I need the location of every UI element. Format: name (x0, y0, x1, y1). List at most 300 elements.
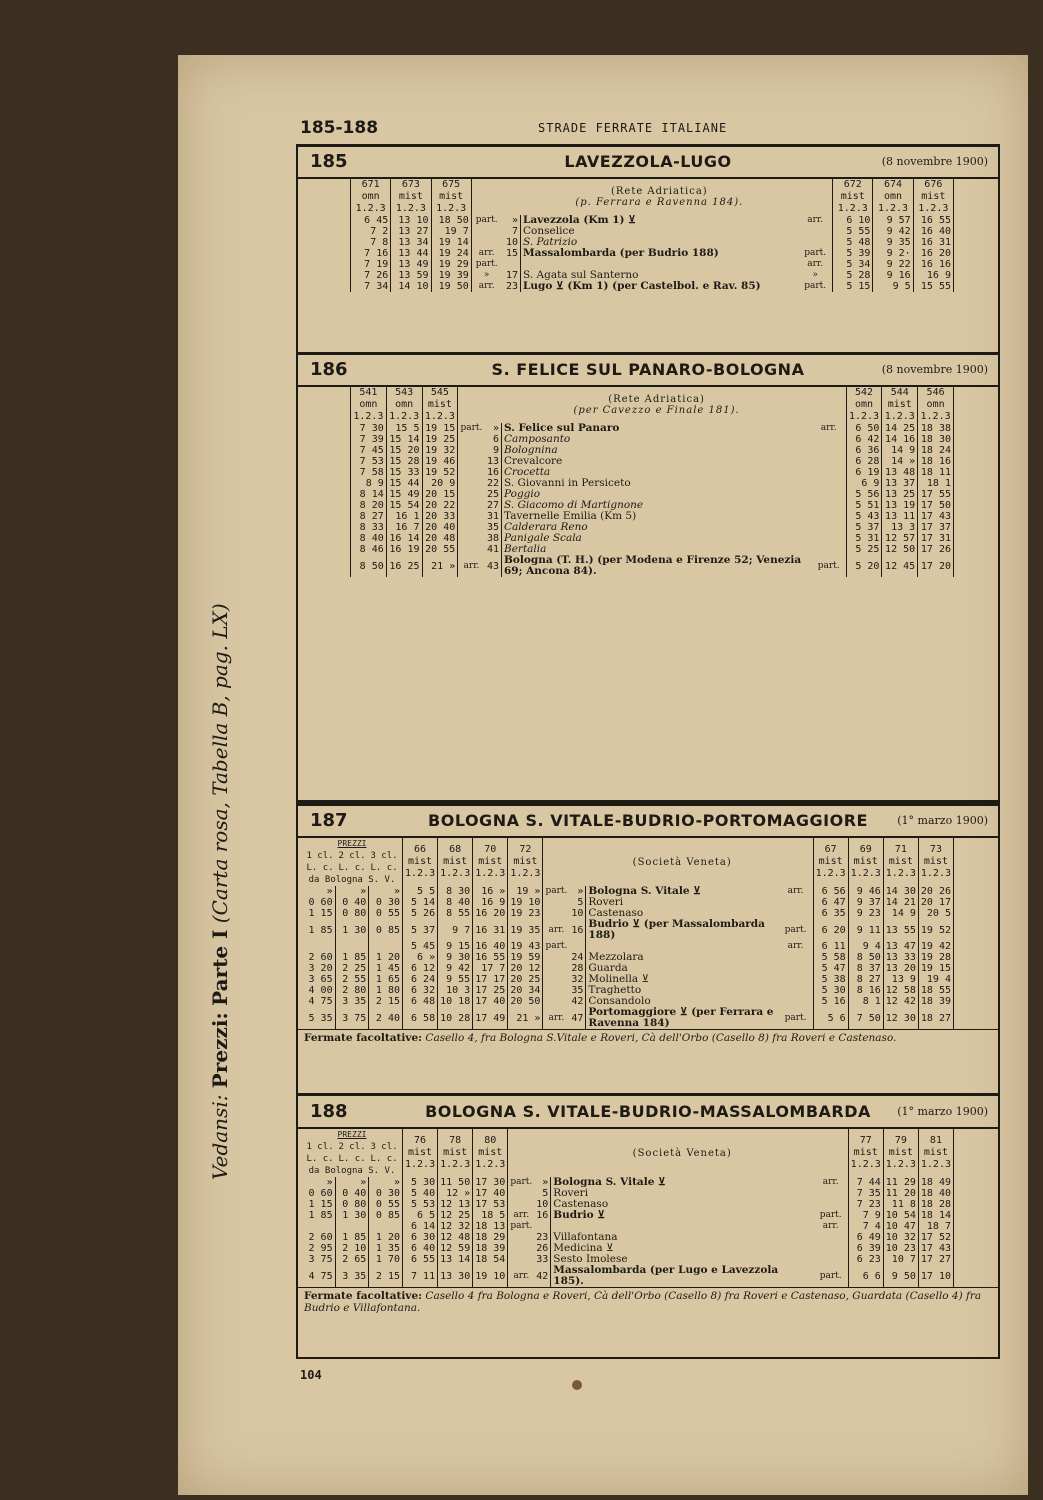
dep-arr-mark (458, 456, 485, 467)
arr-dep-mark (814, 1199, 849, 1210)
dep-arr-mark: part. (458, 423, 485, 434)
timetable-row (298, 1007, 998, 1029)
effective-date: (1° marzo 1900) (897, 814, 988, 827)
effective-date: (1° marzo 1900) (897, 1105, 988, 1118)
train-n: 81 (929, 1135, 942, 1146)
time-cell: 20 25 (508, 974, 543, 985)
train-number-header (833, 179, 873, 215)
time-cell: 13 30 (438, 1265, 473, 1287)
train-t: mist (398, 191, 423, 202)
timetable-row (298, 456, 998, 467)
arr-dep-mark: part. (784, 924, 807, 935)
fare-cell (369, 1221, 403, 1232)
time-cell: 13 14 (438, 1254, 473, 1265)
fare-cell: 2 80 (335, 985, 369, 996)
train-c: 1.2.3 (877, 203, 909, 214)
time-cell: 19 28 (918, 952, 953, 963)
time-cell: 5 38 (813, 974, 848, 985)
fare-cell: 1 45 (369, 963, 403, 974)
time-cell: 18 49 (918, 1177, 953, 1188)
train-t: mist (427, 399, 452, 410)
fare-cell: 0 40 (335, 1188, 369, 1199)
time-cell: 14 10 (391, 281, 431, 292)
fare-cell: » (326, 1177, 333, 1188)
fare-cell: 2 40 (369, 1007, 403, 1029)
time-cell: 5 30 (403, 1177, 438, 1188)
time-cell: 9 50 (883, 1265, 918, 1287)
km-value: 10 (571, 908, 584, 919)
station-name: Guarda (586, 963, 779, 974)
time-cell: 15 28 (386, 456, 422, 467)
page-number: 104 (300, 1368, 322, 1382)
time-cell: 6 6 (848, 1265, 883, 1287)
time-cell: 16 9 (473, 897, 508, 908)
train-t: mist (923, 1147, 948, 1158)
km-value: 24 (571, 952, 584, 963)
footnote-text: Casello 4 fra Bologna e Roveri, Cà dell'Orbo (Casello 8) fra Roveri e Castenaso, Guardata (Casello 4) fra Budrio e Villafontana. (304, 1290, 982, 1314)
row-spacer (954, 423, 999, 434)
station-name: Bologna (T. H.) (per Modena e Firenze 52; Venezia 69; Ancona 84). (502, 555, 812, 577)
time-cell: 16 20 (913, 248, 953, 259)
time-cell: 20 26 (918, 886, 953, 897)
train-t: mist (818, 856, 843, 867)
time-cell: 5 26 (403, 908, 438, 919)
station-name: Bologna S. Vitale ⊻ (586, 886, 779, 897)
fare-cell: » (335, 886, 369, 897)
time-cell: 5 51 (846, 500, 882, 511)
time-cell: 9 42 (873, 226, 913, 237)
time-cell: 19 46 (422, 456, 458, 467)
time-cell: 9 15 (438, 941, 473, 952)
section-188 (298, 1097, 998, 1355)
train-number-header (403, 1129, 438, 1177)
time-cell: 9 5 (873, 281, 913, 292)
time-cell: 10 18 (438, 996, 473, 1007)
time-cell: 18 55 (918, 985, 953, 996)
km-header (471, 179, 520, 215)
time-cell: 9 37 (848, 897, 883, 908)
station-name: Lugo ⊻ (Km 1) (per Castelbol. e Rav. 85) (521, 281, 799, 292)
time-cell: 19 7 (431, 226, 471, 237)
train-n: 541 (359, 387, 378, 398)
time-cell: 5 48 (833, 237, 873, 248)
row-spacer (954, 1177, 999, 1188)
time-cell: 8 27 (351, 511, 387, 522)
train-n: 66 (414, 844, 427, 855)
time-cell: 12 42 (883, 996, 918, 1007)
km-value: 42 (536, 1270, 549, 1282)
row-spacer (954, 511, 999, 522)
time-cell: 13 27 (391, 226, 431, 237)
train-c: 1.2.3 (440, 1159, 471, 1170)
dep-arr-mark (543, 985, 569, 996)
train-header-row (298, 179, 998, 215)
section-header (298, 355, 998, 387)
row-spacer (954, 248, 999, 259)
km-value: » (542, 1177, 549, 1188)
timetable (298, 838, 998, 1029)
dep-arr-mark (458, 522, 485, 533)
dep-arr-mark (508, 1199, 534, 1210)
fare-cell: 2 15 (369, 1265, 403, 1287)
train-n: 545 (430, 387, 449, 398)
section-187 (298, 803, 998, 1096)
row-spacer (954, 1243, 999, 1254)
km-value: 32 (571, 974, 584, 985)
time-cell: 6 5 (403, 1210, 438, 1221)
train-n: 78 (449, 1135, 462, 1146)
time-cell: 8 55 (438, 908, 473, 919)
time-cell: 7 58 (351, 467, 387, 478)
station-name: Camposanto (502, 434, 812, 445)
timetable-row (298, 423, 998, 434)
timetable-row (298, 1265, 998, 1287)
station-name: Massalombarda (per Lugo e Lavezzola 185). (551, 1265, 814, 1287)
train-number-header (883, 838, 918, 886)
time-cell: 16 16 (913, 259, 953, 270)
time-cell: 8 27 (848, 974, 883, 985)
time-cell: 18 14 (918, 1210, 953, 1221)
route-title: BOLOGNA S. VITALE-BUDRIO-MASSALOMBARDA (425, 1102, 871, 1121)
time-cell: 17 43 (918, 1243, 953, 1254)
time-cell: 13 47 (883, 941, 918, 952)
fare-cell: 2 65 (335, 1254, 369, 1265)
train-t: mist (887, 399, 912, 410)
fare-cell: 0 85 (369, 1210, 403, 1221)
row-spacer (954, 226, 999, 237)
timetable (298, 179, 998, 292)
price-origin: da Bologna S. V. (308, 875, 396, 885)
arr-dep-mark (798, 226, 833, 237)
time-cell: 10 23 (883, 1243, 918, 1254)
km-header (508, 1129, 551, 1177)
header-spacer (954, 1129, 999, 1177)
time-cell: 7 53 (351, 456, 387, 467)
arr-dep-mark: arr. (820, 423, 837, 433)
row-spacer (954, 908, 999, 919)
time-cell: 17 40 (473, 1188, 508, 1199)
train-n: 544 (890, 387, 909, 398)
train-number-header (873, 179, 913, 215)
station-name: Consandolo (586, 996, 779, 1007)
time-cell: 7 16 (351, 248, 391, 259)
time-cell: 14 25 (882, 423, 918, 434)
train-c: 1.2.3 (475, 868, 506, 879)
optional-stops-note (298, 1287, 998, 1316)
time-cell: 12 57 (882, 533, 918, 544)
station-name: Calderara Reno (502, 522, 812, 533)
arr-dep-mark: arr. (822, 1221, 839, 1231)
time-cell: 5 43 (846, 511, 882, 522)
train-n: 671 (361, 179, 380, 190)
train-t: mist (439, 191, 464, 202)
time-cell: 16 31 (913, 237, 953, 248)
train-c: 1.2.3 (395, 203, 426, 214)
fare-cell: 2 55 (335, 974, 369, 985)
dep-arr-mark (508, 1188, 534, 1199)
fare-cell: 2 60 (308, 1232, 333, 1243)
train-n: 674 (884, 179, 903, 190)
station-name: Portomaggiore ⊻ (per Ferrara e Ravenna 184) (586, 1007, 779, 1029)
timetable-row (298, 259, 998, 270)
timetable (298, 387, 998, 577)
fare-cell: 2 10 (335, 1243, 369, 1254)
time-cell: 10 47 (883, 1221, 918, 1232)
time-cell: 13 19 (882, 500, 918, 511)
time-cell: 8 40 (438, 897, 473, 908)
train-c: 1.2.3 (510, 868, 541, 879)
time-cell: 15 14 (386, 434, 422, 445)
arr-dep-mark (812, 522, 847, 533)
train-t: mist (478, 856, 503, 867)
km-value: 42 (571, 996, 584, 1007)
time-cell: 17 52 (918, 1232, 953, 1243)
fare-cell: 0 55 (369, 1199, 403, 1210)
dep-arr-mark (458, 544, 485, 555)
train-t: mist (853, 856, 878, 867)
row-spacer (298, 511, 351, 522)
time-cell: 13 59 (391, 270, 431, 281)
time-cell: 9 22 (873, 259, 913, 270)
time-cell: 18 13 (473, 1221, 508, 1232)
dep-arr-mark (543, 908, 569, 919)
side-vedansi: Vedansi: (208, 1094, 232, 1180)
train-number-header (846, 387, 882, 423)
station-name: Bologna S. Vitale ⊻ (551, 1177, 814, 1188)
section-header (298, 1097, 998, 1129)
timetable-row (298, 1210, 998, 1221)
time-cell: 17 7 (473, 963, 508, 974)
time-cell: 7 44 (848, 1177, 883, 1188)
time-cell: 19 23 (508, 908, 543, 919)
time-cell: 16 7 (386, 522, 422, 533)
prices-header (302, 838, 403, 886)
arr-dep-mark: arr. (807, 215, 824, 225)
time-cell: 10 32 (883, 1232, 918, 1243)
timetable-row (298, 489, 998, 500)
station-name: Poggio (502, 489, 812, 500)
fare-cell: 0 40 (335, 897, 369, 908)
fare-cell: 1 80 (369, 985, 403, 996)
train-number-header (813, 838, 848, 886)
km-value: 28 (571, 963, 584, 974)
time-cell: 10 3 (438, 985, 473, 996)
header-spacer (954, 838, 999, 886)
train-c: 1.2.3 (850, 868, 881, 879)
timetable-row (298, 941, 998, 952)
company-header (502, 387, 812, 423)
fare-cell: 1 15 (308, 908, 333, 919)
route-title: LAVEZZOLA-LUGO (564, 152, 732, 171)
time-cell: 17 50 (918, 500, 954, 511)
fare-cell: 3 20 (308, 963, 333, 974)
time-cell: 16 40 (473, 941, 508, 952)
time-cell: 5 37 (846, 522, 882, 533)
time-cell: 7 4 (848, 1221, 883, 1232)
dep-arr-mark (508, 1243, 534, 1254)
train-number-header (918, 1129, 953, 1177)
time-cell: 20 17 (918, 897, 953, 908)
row-spacer (954, 1232, 999, 1243)
train-header-row (298, 387, 998, 423)
train-n: 73 (929, 844, 942, 855)
time-cell: 19 43 (508, 941, 543, 952)
km-value: 15 (505, 248, 519, 259)
km-value: 6 (492, 434, 499, 445)
timetable-row (298, 974, 998, 985)
prices-header (302, 1129, 403, 1177)
arr-dep-mark: » (812, 270, 818, 280)
train-t: mist (888, 856, 913, 867)
time-cell: 5 56 (846, 489, 882, 500)
header-spacer (954, 387, 999, 423)
time-cell: 7 39 (351, 434, 387, 445)
timetable-row (298, 434, 998, 445)
time-cell: 5 14 (403, 897, 438, 908)
train-n: 67 (824, 844, 837, 855)
km-value: 23 (536, 1232, 549, 1243)
km-value: 27 (486, 500, 499, 511)
fare-cell: 0 85 (369, 919, 403, 941)
dep-arr-mark: arr. (458, 555, 485, 577)
dep-arr-mark (458, 533, 485, 544)
time-cell: 6 32 (403, 985, 438, 996)
km-value: 16 (486, 467, 499, 478)
dep-arr-mark (458, 434, 485, 445)
km-value: 26 (536, 1243, 549, 1254)
fare-cell: 1 20 (369, 952, 403, 963)
km-value: 41 (486, 544, 499, 555)
time-cell: 18 1 (918, 478, 954, 489)
time-cell: 7 9 (848, 1210, 883, 1221)
time-cell: 9 42 (438, 963, 473, 974)
time-cell: 5 30 (813, 985, 848, 996)
fare-cell: 3 65 (308, 974, 333, 985)
railway-company: (Società Veneta) (632, 856, 732, 868)
arr-dep-mark (812, 445, 847, 456)
time-cell: 16 9 (913, 270, 953, 281)
station-name: Bertalia (502, 544, 812, 555)
station-name: Mezzolara (586, 952, 779, 963)
train-number-header (403, 838, 438, 886)
fare-cell (302, 1221, 335, 1232)
train-t: omn (361, 191, 380, 202)
time-cell: 13 25 (882, 489, 918, 500)
train-header-row (298, 1129, 998, 1177)
time-cell: 6 36 (846, 445, 882, 456)
footnote-label: Fermate facoltative: (304, 1032, 423, 1044)
time-cell: 17 25 (473, 985, 508, 996)
dep-arr-mark (543, 963, 569, 974)
train-n: 542 (855, 387, 874, 398)
price-class-label: 2 cl. L. c. (338, 1142, 366, 1164)
time-cell: 7 19 (351, 259, 391, 270)
time-cell: 19 32 (422, 445, 458, 456)
time-cell: 18 38 (918, 423, 954, 434)
train-t: mist (921, 191, 946, 202)
train-n: 69 (859, 844, 872, 855)
time-cell: 21 » (508, 1007, 543, 1029)
time-cell: 6 35 (813, 908, 848, 919)
time-cell: 13 3 (882, 522, 918, 533)
train-number-header (918, 838, 953, 886)
time-cell: 16 25 (386, 555, 422, 577)
station-name: Roveri (586, 897, 779, 908)
km-value: 7 (511, 226, 519, 237)
station-name: Villafontana (551, 1232, 814, 1243)
train-t: mist (408, 1147, 433, 1158)
time-cell: 12 » (438, 1188, 473, 1199)
arr-dep-mark: part. (819, 1270, 842, 1281)
train-header-row (298, 838, 998, 886)
time-cell: 6 42 (846, 434, 882, 445)
timetable-row (298, 555, 998, 577)
time-cell: 9 2· (873, 248, 913, 259)
time-cell: 16 31 (473, 919, 508, 941)
time-cell: 9 7 (438, 919, 473, 941)
arr-dep-mark (779, 897, 814, 908)
dep-arr-mark (458, 511, 485, 522)
train-c: 1.2.3 (920, 411, 951, 422)
section-186 (298, 355, 998, 803)
timetable-frame (296, 144, 1000, 1359)
time-cell: 5 45 (403, 941, 438, 952)
route-title: S. FELICE SUL PANARO-BOLOGNA (491, 360, 805, 379)
row-spacer (954, 281, 999, 292)
section-header (298, 147, 998, 179)
fare-cell: 1 15 (308, 1199, 333, 1210)
arr-dep-mark (814, 1243, 849, 1254)
time-cell: 12 59 (438, 1243, 473, 1254)
header-spacer (798, 179, 833, 215)
train-n: 76 (414, 1135, 427, 1146)
row-spacer (954, 1265, 999, 1287)
time-cell: 13 37 (882, 478, 918, 489)
time-cell: 13 33 (883, 952, 918, 963)
time-cell: 9 35 (873, 237, 913, 248)
time-cell: 12 13 (438, 1199, 473, 1210)
running-title: STRADE FERRATE ITALIANE (538, 121, 728, 135)
arr-dep-mark: arr. (822, 1177, 839, 1187)
km-value: 25 (486, 489, 499, 500)
arr-dep-mark (812, 434, 847, 445)
train-t: mist (513, 856, 538, 867)
time-cell: 13 49 (391, 259, 431, 270)
train-t: mist (443, 856, 468, 867)
time-cell: 7 26 (351, 270, 391, 281)
train-n: 673 (401, 179, 420, 190)
station-name: Sesto Imolese (551, 1254, 814, 1265)
fare-cell: 4 75 (308, 996, 333, 1007)
fare-cell: 3 35 (335, 1265, 369, 1287)
train-c: 1.2.3 (885, 1159, 916, 1170)
section-header (298, 806, 998, 838)
km-value: » (577, 886, 584, 897)
fare-cell: 0 80 (335, 1199, 369, 1210)
arr-dep-mark (779, 952, 814, 963)
km-value: 23 (505, 281, 519, 292)
time-cell: 15 55 (913, 281, 953, 292)
row-spacer (954, 456, 999, 467)
time-cell: 6 40 (403, 1243, 438, 1254)
time-cell: 6 11 (813, 941, 848, 952)
time-cell: 19 52 (918, 919, 953, 941)
train-number-header (883, 1129, 918, 1177)
time-cell: 20 55 (422, 544, 458, 555)
section-185 (298, 147, 998, 355)
fare-cell: 2 60 (308, 952, 333, 963)
time-cell: 19 59 (508, 952, 543, 963)
